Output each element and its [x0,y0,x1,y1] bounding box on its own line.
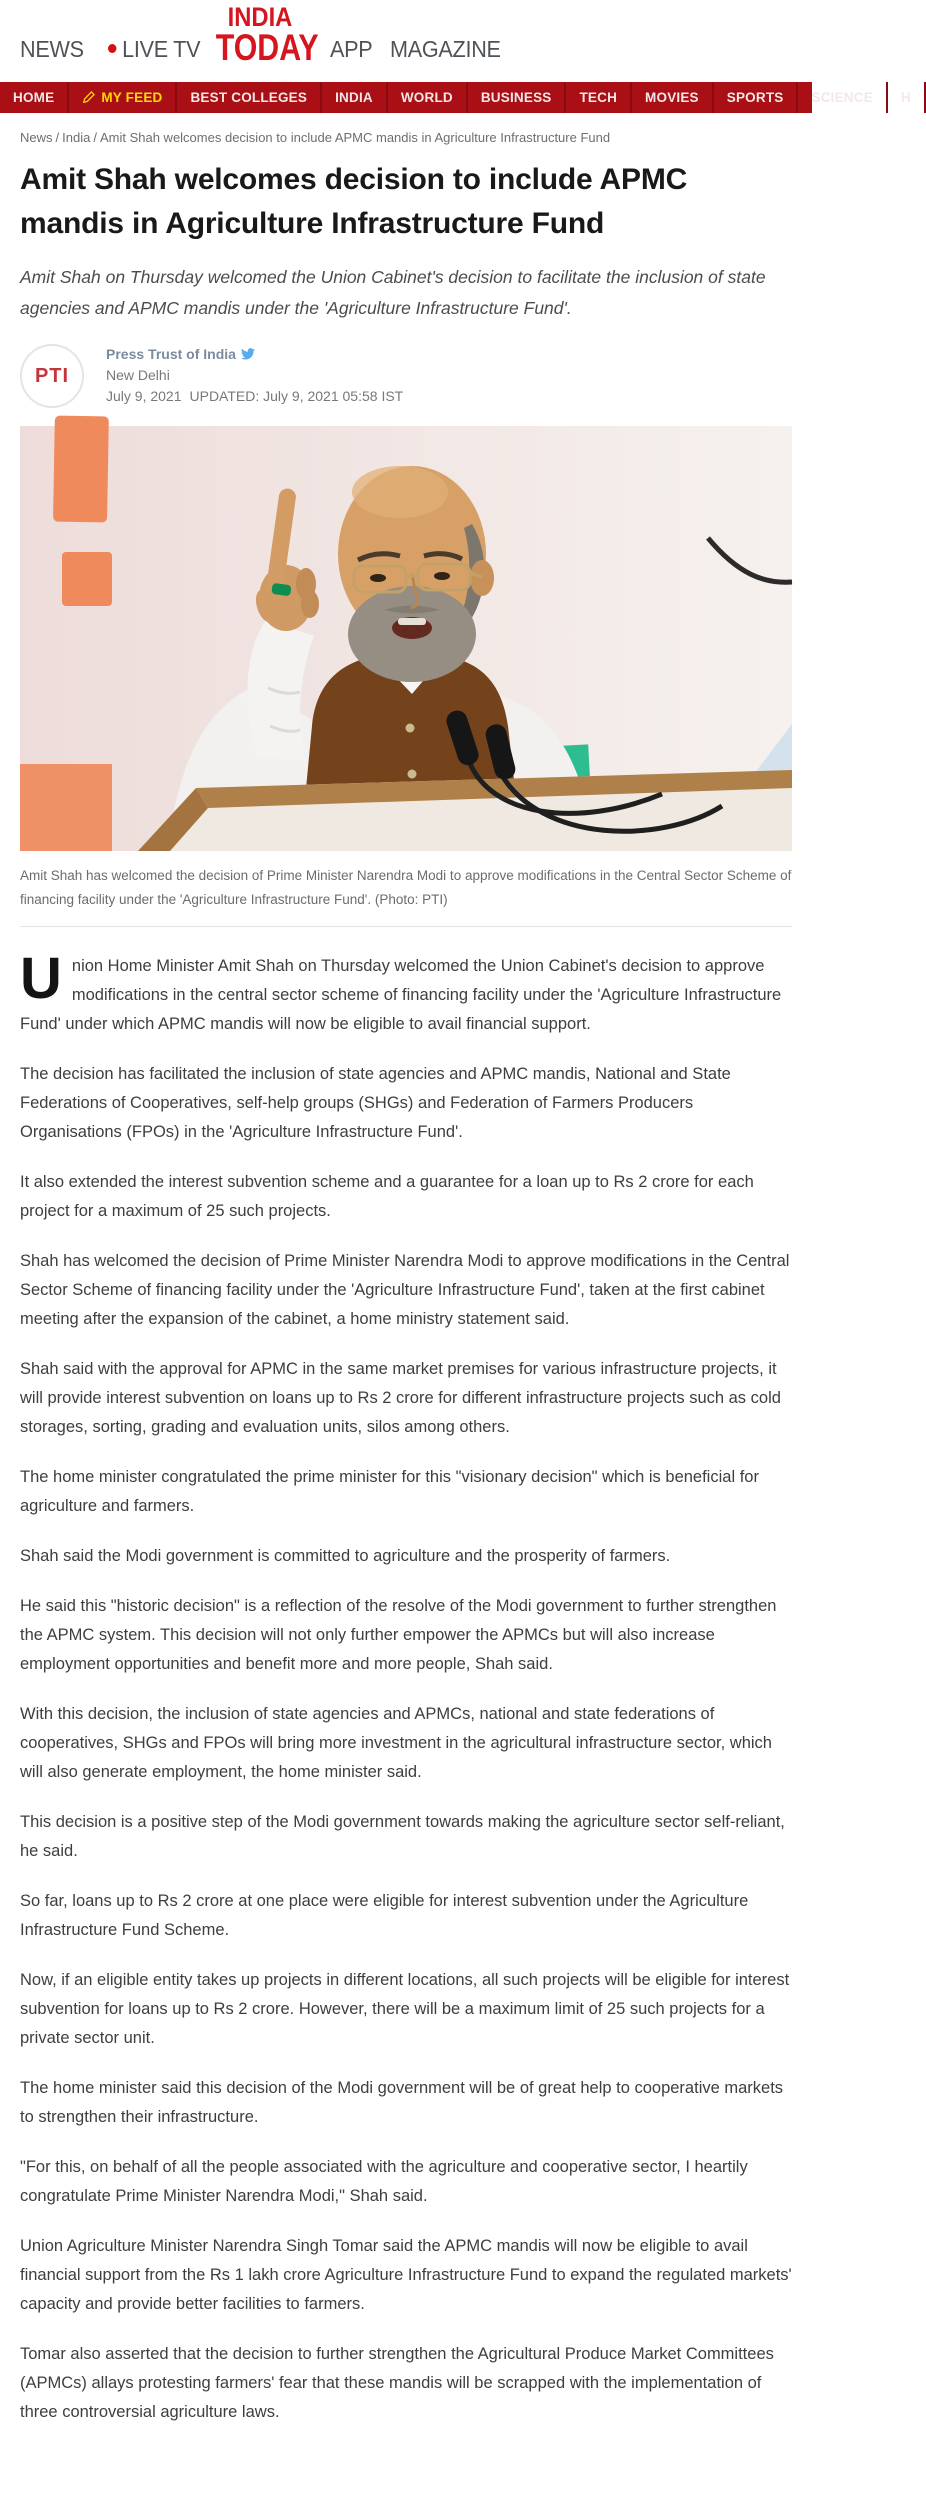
article-paragraph: The decision has facilitated the inclusion of state agencies and APMC mandis, National and State Federations of Cooperatives, self-help groups (SHGs) and Federation of Farmers Producers Organisations (FPOs) in the 'Agriculture Infrastructure Fund'. [20,1065,731,1141]
menu-magazine[interactable]: MAGAZINE [390,36,501,62]
nav-item-tech[interactable]: TECH [566,82,632,113]
pti-avatar [20,344,84,408]
menu-app[interactable]: APP [330,36,373,62]
breadcrumb-india[interactable]: India [62,130,91,145]
byline-dateline [106,386,403,407]
breadcrumb-separator: / [93,130,97,145]
article-paragraph: Tomar also asserted that the decision to further strengthen the Agricultural Produce Market Committees (APMCs) allays protesting farmers' fear that these mandis will be scrapped with the implementation of three controversial agriculture laws. [20,2345,774,2421]
breadcrumb [20,130,792,145]
caption-divider [20,926,792,927]
twitter-icon[interactable] [241,347,255,361]
dropcap: U [20,946,62,1011]
byline [20,344,792,408]
article-paragraph: "For this, on behalf of all the people associated with the agriculture and cooperative sector, I heartily congratulate Prime Minister Narendra Modi," Shah said. [20,2158,748,2205]
article-paragraph: Now, if an eligible entity takes up projects in different locations, all such projects will be eligible for interest subvention for loans up to Rs 2 crore. However, there will be a maximum limit of 25 such projects for a private sector unit. [20,1971,790,2047]
menu-live-tv[interactable] [108,36,200,63]
nav-item-world[interactable]: WORLD [388,82,468,113]
logo-line-1: INDIA [227,2,293,32]
article-paragraph: With this decision, the inclusion of state agencies and APMCs, national and state federations of cooperatives, SHGs and FPOs will bring more investment in the agricultural infrastructure sector, which will also generate employment, the home minister said. [20,1705,772,1781]
updated-timestamp: UPDATED: July 9, 2021 05:58 IST [189,388,404,404]
nav-item-sports[interactable]: SPORTS [714,82,799,113]
nav-item-my-feed[interactable] [69,82,177,113]
article-body [20,946,792,2427]
photo-caption: Amit Shah has welcomed the decision of Prime Minister Narendra Modi to approve modifications in the Central Sector Scheme of financing facility under the 'Agriculture Infrastructure Fund'. (Photo: PTI) [20,868,792,907]
article-paragraph: He said this "historic decision" is a reflection of the resolve of the Modi government to further strengthen the APMC system. This decision will not only further empower the APMCs but will also increase employment opportunities and benefit more and more people, Shah said. [20,1597,777,1673]
nav-item-home[interactable]: HOME [0,82,69,113]
orange-patch [20,764,112,851]
article-paragraph: Shah has welcomed the decision of Prime Minister Narendra Modi to approve modifications in the Central Sector Scheme of financing facility under the 'Agriculture Infrastructure Fund', taken at the first cabinet meeting after the expansion of the cabinet, a home ministry statement said. [20,1252,790,1328]
breadcrumb-separator: / [55,130,60,145]
article-paragraph: So far, loans up to Rs 2 crore at one place were eligible for interest subvention under the Agriculture Infrastructure Fund Scheme. [20,1892,749,1939]
nav-item-business[interactable]: BUSINESS [468,82,567,113]
india-today-logo[interactable] [206,2,319,68]
pencil-icon [82,91,95,104]
menu-news[interactable]: NEWS [20,36,84,62]
logo-line-2: TODAY [215,27,319,68]
menu-live-tv-label: LIVE TV [122,36,201,62]
article-paragraph: The home minister congratulated the prime minister for this "visionary decision" which is beneficial for agriculture and farmers. [20,1468,759,1515]
article-paragraph: Union Home Minister Amit Shah on Thursday welcomed the Union Cabinet's decision to approve modifications in the central sector scheme of financing facility under the 'Agriculture Infrastructure Fund' under which APMC mandis will now be eligible to avail financial support. [20,946,782,1033]
article-paragraph: It also extended the interest subvention scheme and a guarantee for a loan up to Rs 2 crore for each project for a maximum of 25 such projects. [20,1173,754,1220]
article-figure [20,426,792,927]
pti-avatar-label: PTI [34,364,70,387]
article-standfirst: Amit Shah on Thursday welcomed the Union Cabinet's decision to facilitate the inclusion of state agencies and APMC mandis under the 'Agriculture Infrastructure Fund'. [20,267,766,318]
author-name[interactable]: Press Trust of India [106,346,236,362]
article-photo [20,426,792,851]
page-title: Amit Shah welcomes decision to include APMC mandis in Agriculture Infrastructure Fund [20,163,688,240]
publish-date: July 9, 2021 [106,388,182,404]
author-line [106,344,403,365]
byline-location: New Delhi [106,367,170,383]
nav-item-health-clipped[interactable]: H [888,82,926,113]
breadcrumb-current-page: Amit Shah welcomes decision to include APMC mandis in Agriculture Infrastructure Fund [99,130,611,145]
nav-item-movies[interactable]: MOVIES [632,82,714,113]
nav-item-india[interactable]: INDIA [322,82,388,113]
nav-item-science[interactable]: SCIENCE [798,82,887,113]
article-paragraph: Shah said with the approval for APMC in the same market premises for various infrastructure projects, it will provide interest subvention on loans up to Rs 2 crore for different infrastructure projects such as cold storages, sorting, grading and evaluation units, silos among others. [20,1360,781,1436]
article-paragraph: The home minister said this decision of the Modi government will be of great help to cooperative markets to strengthen their infrastructure. [20,2079,784,2126]
primary-navbar [0,82,911,113]
article-paragraph: Shah said the Modi government is committed to agriculture and the prosperity of farmers. [20,1547,671,1565]
nav-item-my-feed-label: MY FEED [101,90,163,105]
live-dot-icon [108,44,116,53]
nav-item-best-colleges[interactable]: BEST COLLEGES [177,82,322,113]
site-header [0,0,812,82]
article-paragraph: This decision is a positive step of the Modi government towards making the agriculture sector self-reliant, he said. [20,1813,785,1860]
article-paragraph: Union Agriculture Minister Narendra Singh Tomar said the APMC mandis will now be eligible to avail financial support from the Rs 1 lakh crore Agriculture Infrastructure Fund to expand the regulated markets' capacity and provide better facilities to farmers. [20,2237,792,2313]
breadcrumb-news[interactable]: News [20,130,53,145]
